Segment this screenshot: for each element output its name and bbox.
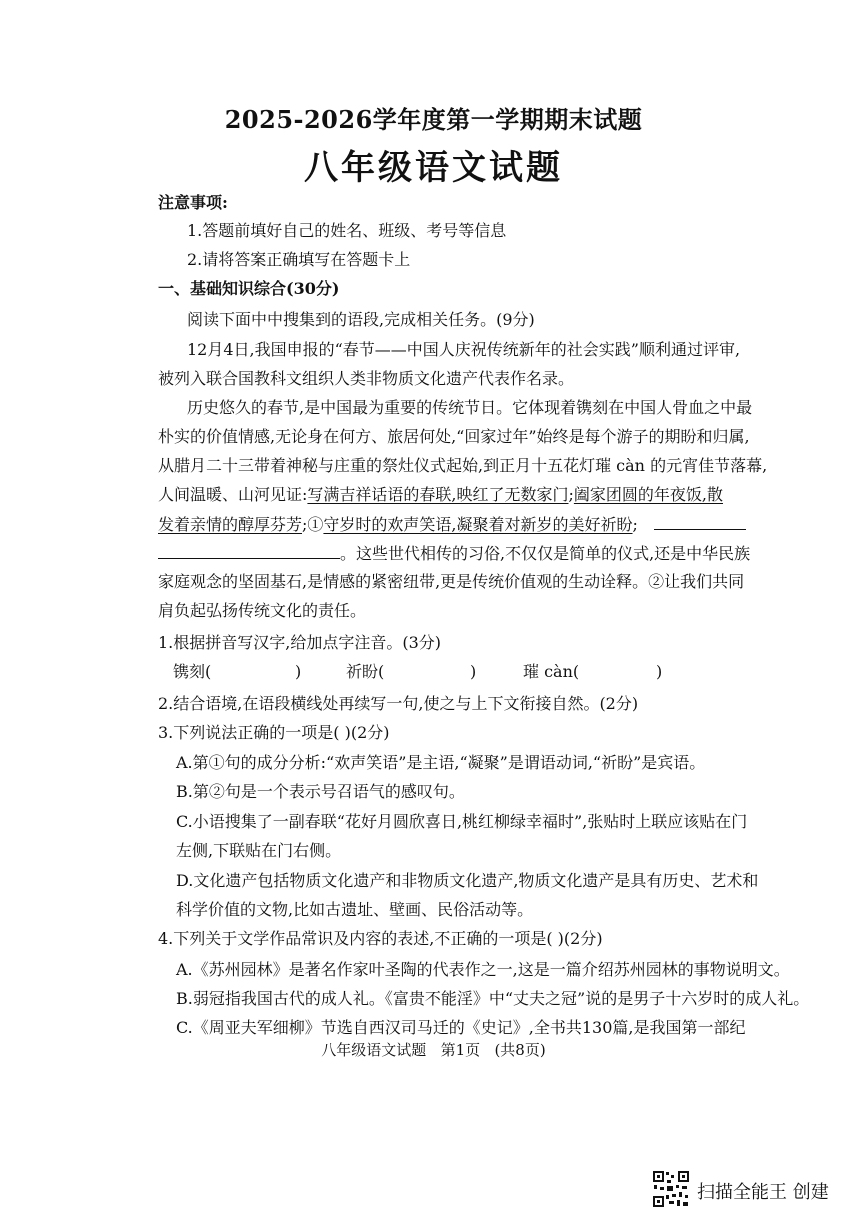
question-3: 3.下列说法正确的一项是( )(2分) (158, 723, 390, 742)
section-heading: 一、基础知识综合(30分) (158, 279, 340, 298)
q3-option-d-cont: 科学价值的文物,比如古遗址、壁画、民俗活动等。 (176, 900, 534, 919)
underlined-text: 写满吉祥话语的春联,映红了无数家门 (307, 485, 569, 504)
question-1-blank-c[interactable] (523, 661, 579, 683)
paragraph-line (158, 484, 723, 506)
text-segment: ; (568, 485, 574, 504)
paragraph-line: 历史悠久的春节,是中国最为重要的传统节日。它体现着镌刻在中国人骨血之中最 (187, 398, 753, 417)
paren-close: ) (470, 662, 477, 681)
page-footer: 八年级语文试题 第1页 (共8页) (321, 1041, 546, 1059)
q3-option-c-cont: 左侧,下联贴在门右侧。 (176, 841, 342, 860)
paragraph-line: 家庭观念的坚固基石,是情感的紧密纽带,更是传统价值观的生动诠释。②让我们共同 (158, 572, 745, 591)
paragraph-line (158, 542, 750, 565)
text-segment: ;① (302, 515, 324, 534)
question-1: 1.根据拼音写汉字,给加点字注音。(3分) (158, 633, 442, 652)
paragraph-line: 12月4日,我国申报的“春节——中国人庆祝传统新年的社会实践”顺利通过评审, (187, 340, 741, 359)
qr-code-icon (652, 1170, 690, 1208)
q3-option-b: B.第②句是一个表示号召语气的感叹句。 (176, 782, 465, 801)
paren-close: ) (295, 662, 302, 681)
question-4: 4.下列关于文学作品常识及内容的表述,不正确的一项是( )(2分) (158, 929, 603, 948)
scanner-watermark: 扫描全能王 创建 (697, 1182, 829, 1203)
underlined-text: 阖家团圆的年夜饭,散 (573, 485, 723, 504)
underlined-text: 守岁时的欢声笑语,凝聚着对新岁的美好祈盼 (323, 515, 633, 534)
text-segment: ; (632, 515, 638, 534)
q3-option-c: C.小语搜集了一副春联“花好月圆欣喜日,桃红柳绿幸福时”,张贴时上联应该贴在门 (176, 812, 748, 831)
paragraph-line: 被列入联合国教科文组织人类非物质文化遗产代表作名录。 (158, 369, 575, 388)
paragraph-line (158, 513, 746, 536)
section-intro: 阅读下面中中搜集到的语段,完成相关任务。(9分) (187, 310, 535, 329)
notice-heading: 注意事项: (158, 193, 228, 212)
notice-item-1: 1.答题前填好自己的姓名、班级、考号等信息 (187, 221, 507, 240)
paragraph-line: 肩负起弘扬传统文化的责任。 (158, 601, 367, 620)
question-2: 2.结合语境,在语段横线处再续写一句,使之与上下文衔接自然。(2分) (158, 694, 639, 713)
q3-option-a: A.第①句的成分分析:“欢声笑语”是主语,“凝聚”是谓语动词,“祈盼”是宾语。 (176, 753, 706, 772)
paragraph-line: 从腊月二十三带着神秘与庄重的祭灶仪式起始,到正月十五花灯璀 càn 的元宵佳节落幕, (158, 456, 768, 475)
notice-item-2: 2.请将答案正确填写在答题卡上 (187, 250, 411, 269)
exam-subject-title: 八年级语文试题 (304, 148, 563, 188)
text-segment: 。这些世代相传的习俗,不仅仅是简单的仪式,还是中华民族 (340, 544, 751, 563)
q4-option-c: C.《周亚夫军细柳》节选自西汉司马迁的《史记》,全书共130篇,是我国第一部纪 (176, 1018, 746, 1037)
exam-term-title: 2025-2026学年度第一学期期末试题 (224, 105, 643, 134)
paren-close: ) (656, 662, 663, 681)
paragraph-line: 朴实的价值情感,无论身在何方、旅居何处,“回家过年”始终是每个游子的期盼和归属, (158, 427, 750, 446)
q3-option-d: D.文化遗产包括物质文化遗产和非物质文化遗产,物质文化遗产是具有历史、艺术和 (176, 871, 759, 890)
answer-blank[interactable] (158, 542, 340, 559)
question-1-blank-b[interactable] (346, 661, 384, 683)
answer-blank[interactable] (654, 513, 746, 530)
q1-label: 璀 càn( (523, 662, 580, 681)
underlined-text: 发着亲情的醇厚芬芳 (158, 515, 303, 534)
text-segment: 人间温暖、山河见证: (158, 485, 308, 504)
q4-option-b: B.弱冠指我国古代的成人礼。《富贵不能淫》中“丈夫之冠”说的是男子十六岁时的成人礼。 (176, 989, 810, 1008)
q4-option-a: A.《苏州园林》是著名作家叶圣陶的代表作之一,这是一篇介绍苏州园林的事物说明文。 (176, 960, 790, 979)
q1-label: 镌刻( (173, 662, 212, 681)
question-1-blank-a[interactable] (173, 661, 211, 683)
q1-label: 祈盼( (346, 662, 385, 681)
